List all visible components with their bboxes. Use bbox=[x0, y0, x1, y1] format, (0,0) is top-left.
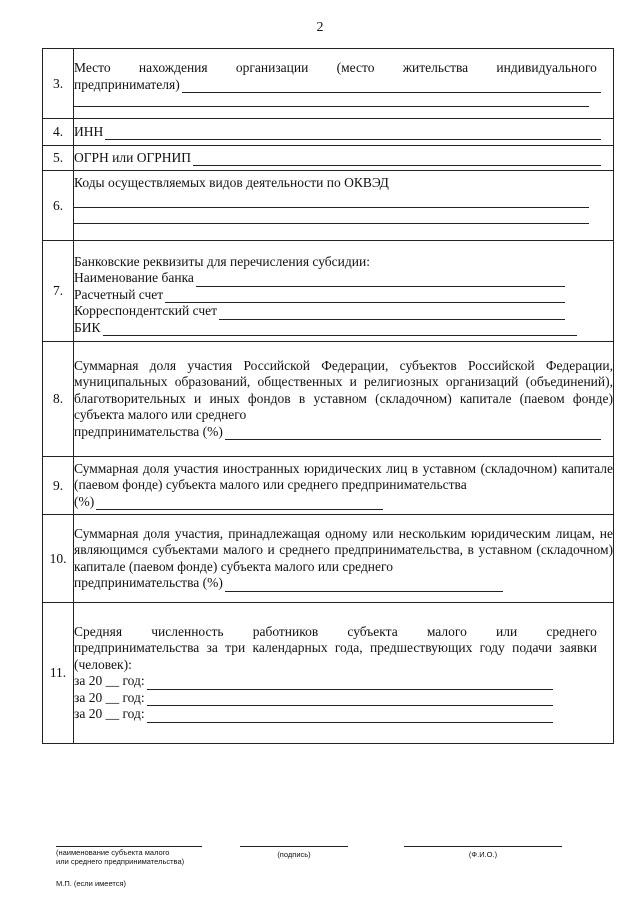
table-row-4 bbox=[43, 119, 614, 146]
bank-details-title: Банковские реквизиты для перечисления субсидии: bbox=[74, 253, 370, 269]
okved-cell bbox=[74, 171, 614, 241]
year1-label: за 20 __ год: bbox=[74, 673, 145, 688]
row-number: 9. bbox=[43, 457, 74, 515]
fio-caption: (Ф.И.О.) bbox=[468, 850, 498, 859]
table-row-8 bbox=[43, 342, 614, 457]
row-number: 4. bbox=[43, 119, 74, 146]
year2-label: за 20 __ год: bbox=[74, 689, 145, 705]
location-cell bbox=[74, 49, 614, 119]
employees-cell bbox=[74, 603, 614, 744]
table-row-11 bbox=[43, 603, 614, 744]
okved-field-line1[interactable] bbox=[74, 194, 589, 208]
entity-name-caption-2: или среднего предпринимательства) bbox=[56, 857, 185, 866]
inn-label: ИНН bbox=[74, 123, 104, 139]
nonsme-share-field[interactable] bbox=[225, 578, 503, 592]
state-share-cell bbox=[74, 342, 614, 457]
location-field-line2[interactable] bbox=[74, 93, 589, 107]
foreign-share-field[interactable] bbox=[96, 496, 383, 510]
bank-details-cell bbox=[74, 241, 614, 342]
stamp-caption: М.П. (если имеется) bbox=[56, 879, 127, 888]
year3-field[interactable] bbox=[147, 709, 553, 723]
nonsme-share-text: Суммарная доля участия, принадлежащая одному или нескольким юридическим лицам, не являющимся субъектами малого и среднего предпринимательства, в уставном (складочном) капитале (паевом фонде) субъекта малого или среднего bbox=[74, 525, 613, 574]
location-label-line2: предпринимателя) bbox=[74, 76, 180, 92]
entity-name-line[interactable] bbox=[56, 846, 202, 847]
table-row-7 bbox=[43, 241, 614, 342]
application-form-table bbox=[42, 48, 614, 744]
nonsme-share-label: предпринимательства (%) bbox=[74, 575, 223, 590]
bik-field[interactable] bbox=[103, 322, 577, 336]
table-row-10 bbox=[43, 515, 614, 603]
row-number: 8. bbox=[43, 342, 74, 457]
row-number: 11. bbox=[43, 603, 74, 744]
signature-line[interactable] bbox=[240, 846, 348, 847]
year2-field[interactable] bbox=[147, 692, 553, 706]
page-number: 2 bbox=[316, 20, 324, 35]
employees-text: предпринимательства за три календарных года, предшествующих году подачи заявки (человек): bbox=[74, 640, 597, 672]
row-number: 10. bbox=[43, 515, 74, 603]
fio-line[interactable] bbox=[404, 846, 562, 847]
ogrn-label: ОГРН или ОГРНИП bbox=[74, 149, 192, 165]
row-number: 7. bbox=[43, 241, 74, 342]
location-field[interactable] bbox=[182, 79, 601, 93]
employees-text-line1: Средняя численность работников субъекта малого или среднего bbox=[74, 623, 597, 639]
okved-field-line2[interactable] bbox=[74, 210, 589, 224]
row-number: 5. bbox=[43, 146, 74, 171]
state-share-label: предпринимательства (%) bbox=[74, 423, 223, 439]
state-share-field[interactable] bbox=[225, 426, 601, 440]
bank-name-field[interactable] bbox=[196, 273, 565, 287]
bank-name-label: Наименование банка bbox=[74, 270, 194, 286]
table-row-9 bbox=[43, 457, 614, 515]
ogrn-field[interactable] bbox=[193, 152, 601, 166]
inn-field[interactable] bbox=[105, 126, 601, 140]
row-number: 3. bbox=[43, 49, 74, 119]
year3-label: за 20 __ год: bbox=[74, 706, 145, 721]
year1-field[interactable] bbox=[147, 676, 553, 690]
account-label: Расчетный счет bbox=[74, 286, 164, 302]
signature-caption: (подпись) bbox=[277, 850, 311, 859]
foreign-share-cell bbox=[74, 457, 614, 515]
row-number: 6. bbox=[43, 171, 74, 241]
foreign-share-text: Суммарная доля участия иностранных юридических лиц в уставном (складочном) капитале (паевом фонде) субъекта малого или среднего предпринимательства bbox=[74, 460, 613, 493]
inn-cell bbox=[74, 119, 614, 146]
ogrn-cell bbox=[74, 146, 614, 171]
foreign-share-label: (%) bbox=[74, 493, 95, 509]
table-row-3 bbox=[43, 49, 614, 119]
okved-label: Коды осуществляемых видов деятельности по ОКВЭД bbox=[74, 175, 389, 190]
entity-name-caption-1: (наименование субъекта малого bbox=[56, 848, 170, 857]
state-share-text: Суммарная доля участия Российской Федерации, субъектов Российской Федерации, муниципальных образований, общественных и религиозных организаций (объединений), благотворительных и иных фондов в уставном (складочном) капитале (паевом фонде) субъекта малого или среднего bbox=[74, 357, 613, 423]
nonsme-share-cell bbox=[74, 515, 614, 603]
corr-account-field[interactable] bbox=[219, 306, 565, 320]
table-row-6 bbox=[43, 171, 614, 241]
table-row-5 bbox=[43, 146, 614, 171]
account-field[interactable] bbox=[165, 289, 565, 303]
location-label-line1: Место нахождения организации (место жительства индивидуального bbox=[74, 60, 597, 75]
corr-account-label: Корреспондентский счет bbox=[74, 303, 218, 319]
bik-label: БИК bbox=[74, 319, 101, 335]
